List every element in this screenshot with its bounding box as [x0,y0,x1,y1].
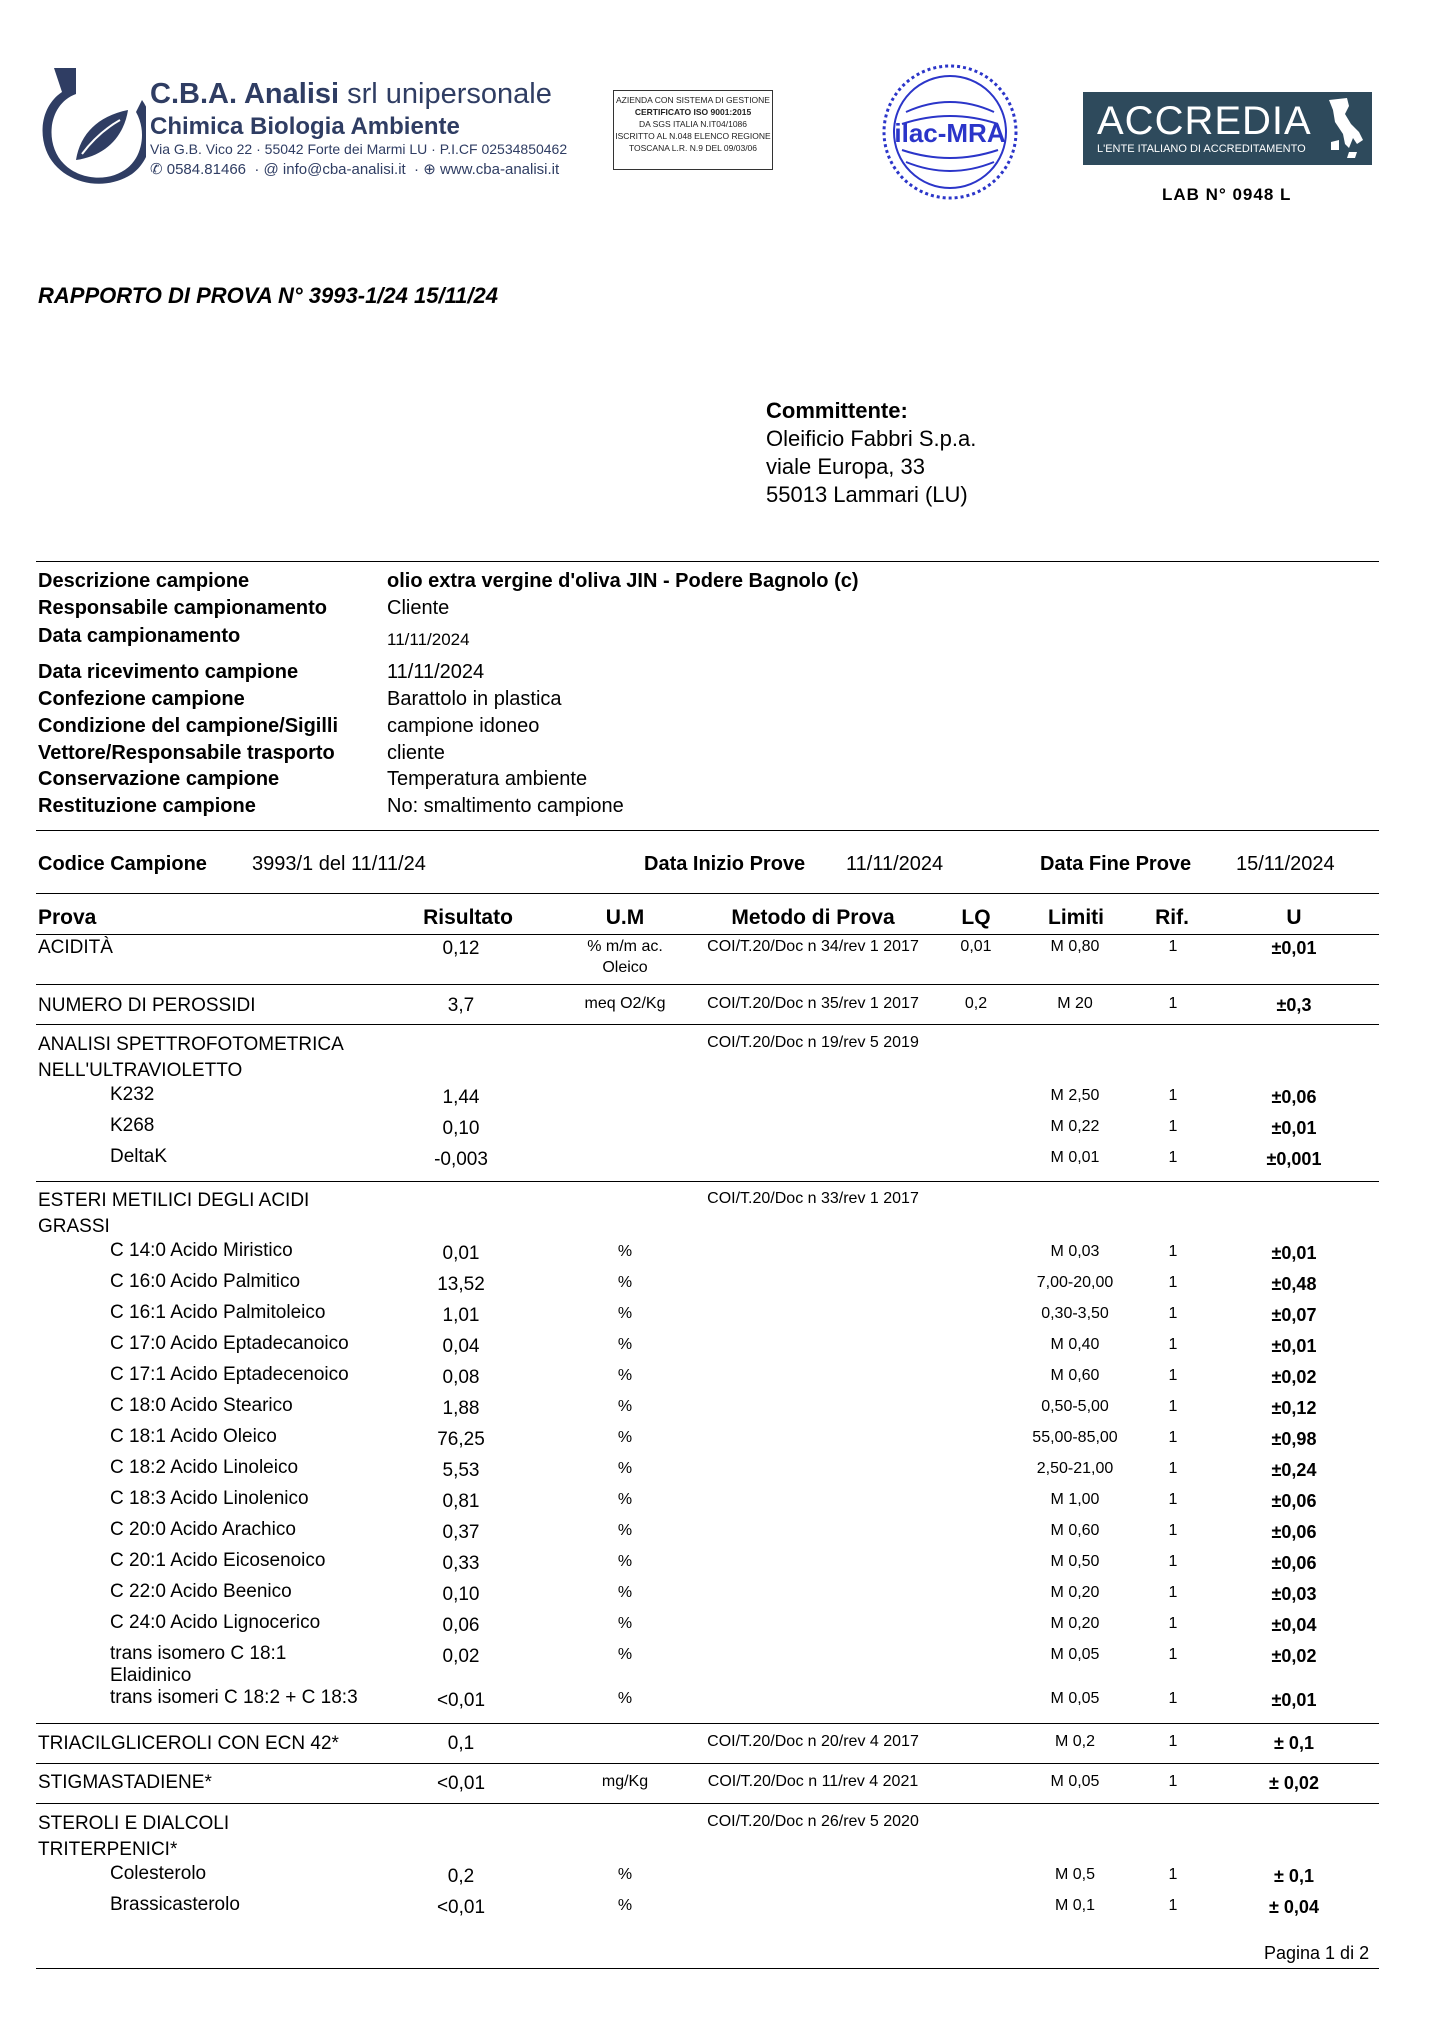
test-uncertainty: ±0,04 [1271,1615,1317,1635]
test-rif: 1 [1168,1522,1178,1539]
fine-value: 15/11/2024 [1236,853,1335,875]
test-limit: M 0,60 [1050,1522,1100,1539]
test-result: 3,7 [447,995,475,1016]
test-method: COI/T.20/Doc n 35/rev 1 2017 [707,995,919,1012]
test-um: % [617,1615,633,1632]
test-result: 0,12 [442,938,480,959]
test-limit: M 0,03 [1050,1243,1100,1260]
sample-info-label: Descrizione campione [38,570,250,592]
test-um: % [617,1460,633,1477]
inizio-value: 11/11/2024 [846,853,944,875]
test-rif: 1 [1168,1553,1178,1570]
test-method: COI/T.20/Doc n 20/rev 4 2017 [707,1733,919,1750]
test-uncertainty: ±0,01 [1271,1336,1317,1356]
test-result: 0,33 [442,1553,480,1574]
test-result: <0,01 [436,1897,486,1918]
test-uncertainty: ±0,48 [1271,1274,1317,1294]
subtest-name: Elaidinico [110,1665,192,1686]
test-uncertainty: ± 0,02 [1269,1773,1319,1793]
test-rif: 1 [1168,1398,1178,1415]
company-website: www.cba-analisi.it [439,161,560,178]
sample-info-label: Condizione del campione/Sigilli [38,715,339,737]
sample-info-label: Responsabile campionamento [38,597,327,619]
divider [36,561,1379,562]
subtest-name: C 18:1 Acido Oleico [110,1426,277,1447]
col-header-lq: LQ [961,906,991,929]
accredia-logo [1083,92,1372,165]
test-limit: M 0,50 [1050,1553,1100,1570]
subtest-name: Brassicasterolo [110,1894,240,1915]
test-limit: M 0,20 [1050,1615,1100,1632]
committente-name: Oleificio Fabbri S.p.a. [766,426,977,451]
company-name-main: C.B.A. Analisi [150,78,340,110]
divider [36,893,1379,894]
test-limit: 0,30-3,50 [1041,1305,1109,1322]
test-um: meq O2/Kg [584,995,666,1012]
test-result: 0,81 [442,1491,480,1512]
test-name: TRIACILGLICEROLI CON ECN 42* [38,1733,339,1754]
test-um: % [617,1584,633,1601]
test-limit: M 0,22 [1050,1118,1100,1135]
test-uncertainty: ±0,01 [1271,1690,1317,1710]
test-rif: 1 [1168,1773,1178,1790]
company-email: info@cba-analisi.it [282,161,406,178]
email-icon: @ [263,161,279,178]
test-limit: M 0,01 [1050,1149,1100,1166]
col-header-prova: Prova [38,906,97,929]
test-rif: 1 [1168,1336,1178,1353]
test-uncertainty: ± 0,1 [1274,1866,1314,1886]
test-um: % [617,1897,633,1914]
test-uncertainty: ±0,001 [1266,1149,1322,1169]
test-rif: 1 [1168,1243,1178,1260]
test-rif: 1 [1168,1897,1178,1914]
committente-city: 55013 Lammari (LU) [766,482,968,507]
test-uncertainty: ±0,01 [1271,1118,1317,1138]
sample-info-label: Conservazione campione [38,768,280,790]
test-rif: 1 [1168,1584,1178,1601]
report-title: RAPPORTO DI PROVA N° 3993-1/24 15/11/24 [38,283,499,308]
company-name [150,78,552,111]
sample-info-label: Vettore/Responsabile trasporto [38,742,335,764]
test-result: 0,10 [442,1584,480,1605]
test-result: 13,52 [437,1274,485,1295]
col-header-u: U [1286,906,1302,929]
test-method: COI/T.20/Doc n 33/rev 1 2017 [707,1190,919,1207]
ilac-mra-logo [880,62,1020,202]
sample-info-value: Cliente [387,597,450,619]
test-name: ESTERI METILICI DEGLI ACIDI [38,1190,310,1211]
test-um: mg/Kg [601,1773,649,1790]
test-um: % [617,1305,633,1322]
test-um: % [617,1491,633,1508]
test-uncertainty: ±0,01 [1271,1243,1317,1263]
globe-icon: ⊕ [423,161,436,178]
subtest-name: K268 [110,1115,155,1136]
sample-info-value: Barattolo in plastica [387,688,562,710]
divider [36,830,1379,831]
test-method: COI/T.20/Doc n 34/rev 1 2017 [707,938,919,955]
test-uncertainty: ± 0,1 [1274,1733,1314,1753]
test-rif: 1 [1168,1460,1178,1477]
subtest-name: C 17:1 Acido Eptadecenoico [110,1364,349,1385]
test-lq: 0,01 [960,938,992,955]
test-rif: 1 [1168,1733,1178,1750]
col-header-limiti: Limiti [1048,906,1104,929]
test-result: 1,01 [442,1305,480,1326]
iso-line: AZIENDA CON SISTEMA DI GESTIONE [616,95,770,105]
test-limit: M 1,00 [1050,1491,1100,1508]
test-limit: M 0,05 [1050,1690,1100,1707]
test-um: % [617,1429,633,1446]
subtest-name: C 20:1 Acido Eicosenoico [110,1550,326,1571]
test-um: % [617,1646,633,1663]
company-address: Via G.B. Vico 22 · 55042 Forte dei Marmi LU · P.I.CF 02534850462 [150,141,568,157]
test-limit: M 0,60 [1050,1367,1100,1384]
lab-number: LAB N° 0948 L [1162,185,1292,204]
test-limit: M 20 [1057,995,1093,1012]
subtest-name: C 18:3 Acido Linolenico [110,1488,309,1509]
test-uncertainty: ±0,06 [1271,1522,1317,1542]
subtest-name: trans isomeri C 18:2 + C 18:3 [110,1687,358,1708]
test-um: % [617,1243,633,1260]
test-uncertainty: ±0,03 [1271,1584,1317,1604]
company-logo [40,64,146,186]
test-result: <0,01 [436,1773,486,1794]
test-limit: M 0,2 [1054,1733,1096,1750]
iso-line: ISCRITTO AL N.048 ELENCO REGIONE [615,131,771,141]
test-result: <0,01 [436,1690,486,1711]
company-phone: 0584.81466 [166,161,246,178]
company-contacts: ✆ 0584.81466 · @ info@cba-analisi.it · ⊕ www.cba-analisi.it [150,161,560,178]
test-uncertainty: ±0,06 [1271,1491,1317,1511]
subtest-name: trans isomero C 18:1 [110,1643,287,1664]
test-uncertainty: ±0,07 [1271,1305,1317,1325]
accredia-subtitle: L'ENTE ITALIANO DI ACCREDITAMENTO [1097,143,1306,155]
test-um: % m/m ac. [587,938,663,955]
company-subtitle: Chimica Biologia Ambiente [150,113,460,140]
sample-info-value: 11/11/2024 [387,630,470,649]
sample-info-value: 11/11/2024 [387,661,485,683]
test-limit: 0,50-5,00 [1041,1398,1109,1415]
divider [36,1968,1379,1969]
company-name-suffix: srl unipersonale [347,78,552,110]
test-uncertainty: ±0,02 [1271,1367,1317,1387]
divider [36,1803,1379,1804]
subtest-name: C 14:0 Acido Miristico [110,1240,293,1261]
committente-label: Committente: [766,398,908,423]
test-rif: 1 [1168,1646,1178,1663]
test-rif: 1 [1168,1305,1178,1322]
test-result: 1,88 [442,1398,480,1419]
test-name: GRASSI [38,1216,110,1237]
sample-info-label: Confezione campione [38,688,245,710]
iso-line: DA SGS ITALIA N.IT04/1086 [638,119,748,129]
test-um: % [617,1690,633,1707]
subtest-name: C 18:2 Acido Linoleico [110,1457,299,1478]
test-lq: 0,2 [964,995,988,1012]
test-result: 0,10 [442,1118,480,1139]
test-rif: 1 [1168,1429,1178,1446]
subtest-name: Colesterolo [110,1863,207,1884]
divider [36,934,1379,935]
sample-info-value: cliente [387,742,445,764]
test-rif: 1 [1168,1866,1178,1883]
test-limit: M 2,50 [1050,1087,1100,1104]
divider [36,984,1379,985]
test-result: 0,06 [442,1615,480,1636]
divider [36,1024,1379,1025]
test-name: NUMERO DI PEROSSIDI [38,995,256,1016]
test-result: 0,2 [447,1866,475,1887]
subtest-name: K232 [110,1084,155,1105]
test-limit: 55,00-85,00 [1032,1429,1118,1446]
test-rif: 1 [1168,1274,1178,1291]
test-um: % [617,1522,633,1539]
subtest-name: C 18:0 Acido Stearico [110,1395,293,1416]
test-name: ACIDITÀ [38,937,113,958]
test-limit: M 0,80 [1050,938,1100,955]
test-result: 0,02 [442,1646,480,1667]
subtest-name: DeltaK [110,1146,168,1167]
iso-line: CERTIFICATO ISO 9001:2015 [634,107,752,117]
test-limit: M 0,05 [1050,1773,1100,1790]
test-um: % [617,1866,633,1883]
test-limit: M 0,1 [1054,1897,1096,1914]
ilac-text: ilac-MRA [894,118,1006,148]
test-name: ANALISI SPETTROFOTOMETRICA [38,1034,344,1055]
test-uncertainty: ±0,3 [1276,995,1312,1015]
accredia-name: ACCREDIA [1097,99,1312,143]
test-uncertainty: ±0,24 [1271,1460,1317,1480]
col-header-um: U.M [605,906,645,929]
sample-info-value: campione idoneo [387,715,540,737]
sample-info-value: olio extra vergine d'oliva JIN - Podere Bagnolo (c) [387,570,859,592]
sample-info-value: Temperatura ambiente [387,768,588,790]
test-result: 0,08 [442,1367,480,1388]
subtest-name: C 22:0 Acido Beenico [110,1581,292,1602]
divider [36,1181,1379,1182]
inizio-label: Data Inizio Prove [644,853,806,875]
codice-value: 3993/1 del 11/11/24 [252,853,426,875]
subtest-name: C 17:0 Acido Eptadecanoico [110,1333,349,1354]
committente-street: viale Europa, 33 [766,454,925,479]
test-limit: M 0,40 [1050,1336,1100,1353]
col-header-rif: Rif. [1155,906,1189,929]
subtest-name: C 24:0 Acido Lignocerico [110,1612,321,1633]
test-uncertainty: ±0,98 [1271,1429,1317,1449]
subtest-name: C 16:0 Acido Palmitico [110,1271,301,1292]
col-header-risultato: Risultato [423,906,513,929]
divider [36,1763,1379,1764]
test-method: COI/T.20/Doc n 19/rev 5 2019 [707,1034,919,1051]
test-limit: M 0,05 [1050,1646,1100,1663]
test-uncertainty: ± 0,04 [1269,1897,1319,1917]
test-result: -0,003 [434,1149,488,1170]
test-rif: 1 [1168,1118,1178,1135]
iso-line: TOSCANA L.R. N.9 DEL 09/03/06 [628,143,758,153]
fine-label: Data Fine Prove [1040,853,1192,875]
test-result: 1,44 [442,1087,480,1108]
test-um: % [617,1553,633,1570]
phone-icon: ✆ [150,161,163,178]
test-uncertainty: ±0,12 [1271,1398,1317,1418]
col-header-metodo: Metodo di Prova [731,906,895,929]
test-uncertainty: ±0,01 [1271,938,1317,958]
test-result: 76,25 [437,1429,485,1450]
sample-info-label: Data campionamento [38,625,241,647]
test-name: NELL'ULTRAVIOLETTO [38,1060,243,1081]
test-um: % [617,1336,633,1353]
test-um: % [617,1398,633,1415]
test-result: 0,04 [442,1336,480,1357]
test-result: 0,01 [442,1243,480,1264]
sample-info-label: Data ricevimento campione [38,661,299,683]
test-name: STIGMASTADIENE* [38,1772,212,1793]
test-result: 0,1 [447,1733,475,1754]
test-rif: 1 [1168,1615,1178,1632]
test-uncertainty: ±0,06 [1271,1087,1317,1107]
test-name: STEROLI E DIALCOLI [38,1813,230,1834]
test-rif: 1 [1168,1367,1178,1384]
test-result: 0,37 [442,1522,480,1543]
test-um: % [617,1274,633,1291]
test-limit: M 0,5 [1054,1866,1096,1883]
test-method: COI/T.20/Doc n 26/rev 5 2020 [707,1813,919,1830]
test-rif: 1 [1168,938,1178,955]
test-rif: 1 [1168,1491,1178,1508]
test-uncertainty: ±0,02 [1271,1646,1317,1666]
test-rif: 1 [1168,1149,1178,1166]
iso-certificate-badge [613,90,773,170]
test-method: COI/T.20/Doc n 11/rev 4 2021 [707,1773,919,1790]
codice-label: Codice Campione [38,853,207,875]
test-limit: 2,50-21,00 [1036,1460,1114,1477]
test-limit: M 0,20 [1050,1584,1100,1601]
subtest-name: C 16:1 Acido Palmitoleico [110,1302,326,1323]
test-result: 5,53 [442,1460,480,1481]
sample-info-value: No: smaltimento campione [387,795,624,817]
page-number: Pagina 1 di 2 [1264,1943,1370,1963]
test-name: TRITERPENICI* [38,1839,178,1860]
italy-map-icon [1325,96,1365,165]
sample-info-label: Restituzione campione [38,795,256,817]
test-rif: 1 [1168,1087,1178,1104]
test-limit: 7,00-20,00 [1036,1274,1114,1291]
subtest-name: C 20:0 Acido Arachico [110,1519,296,1540]
test-rif: 1 [1168,1690,1178,1707]
test-uncertainty: ±0,06 [1271,1553,1317,1573]
test-um: % [617,1367,633,1384]
test-rif: 1 [1168,995,1178,1012]
divider [36,1723,1379,1724]
test-um: Oleico [602,959,648,976]
